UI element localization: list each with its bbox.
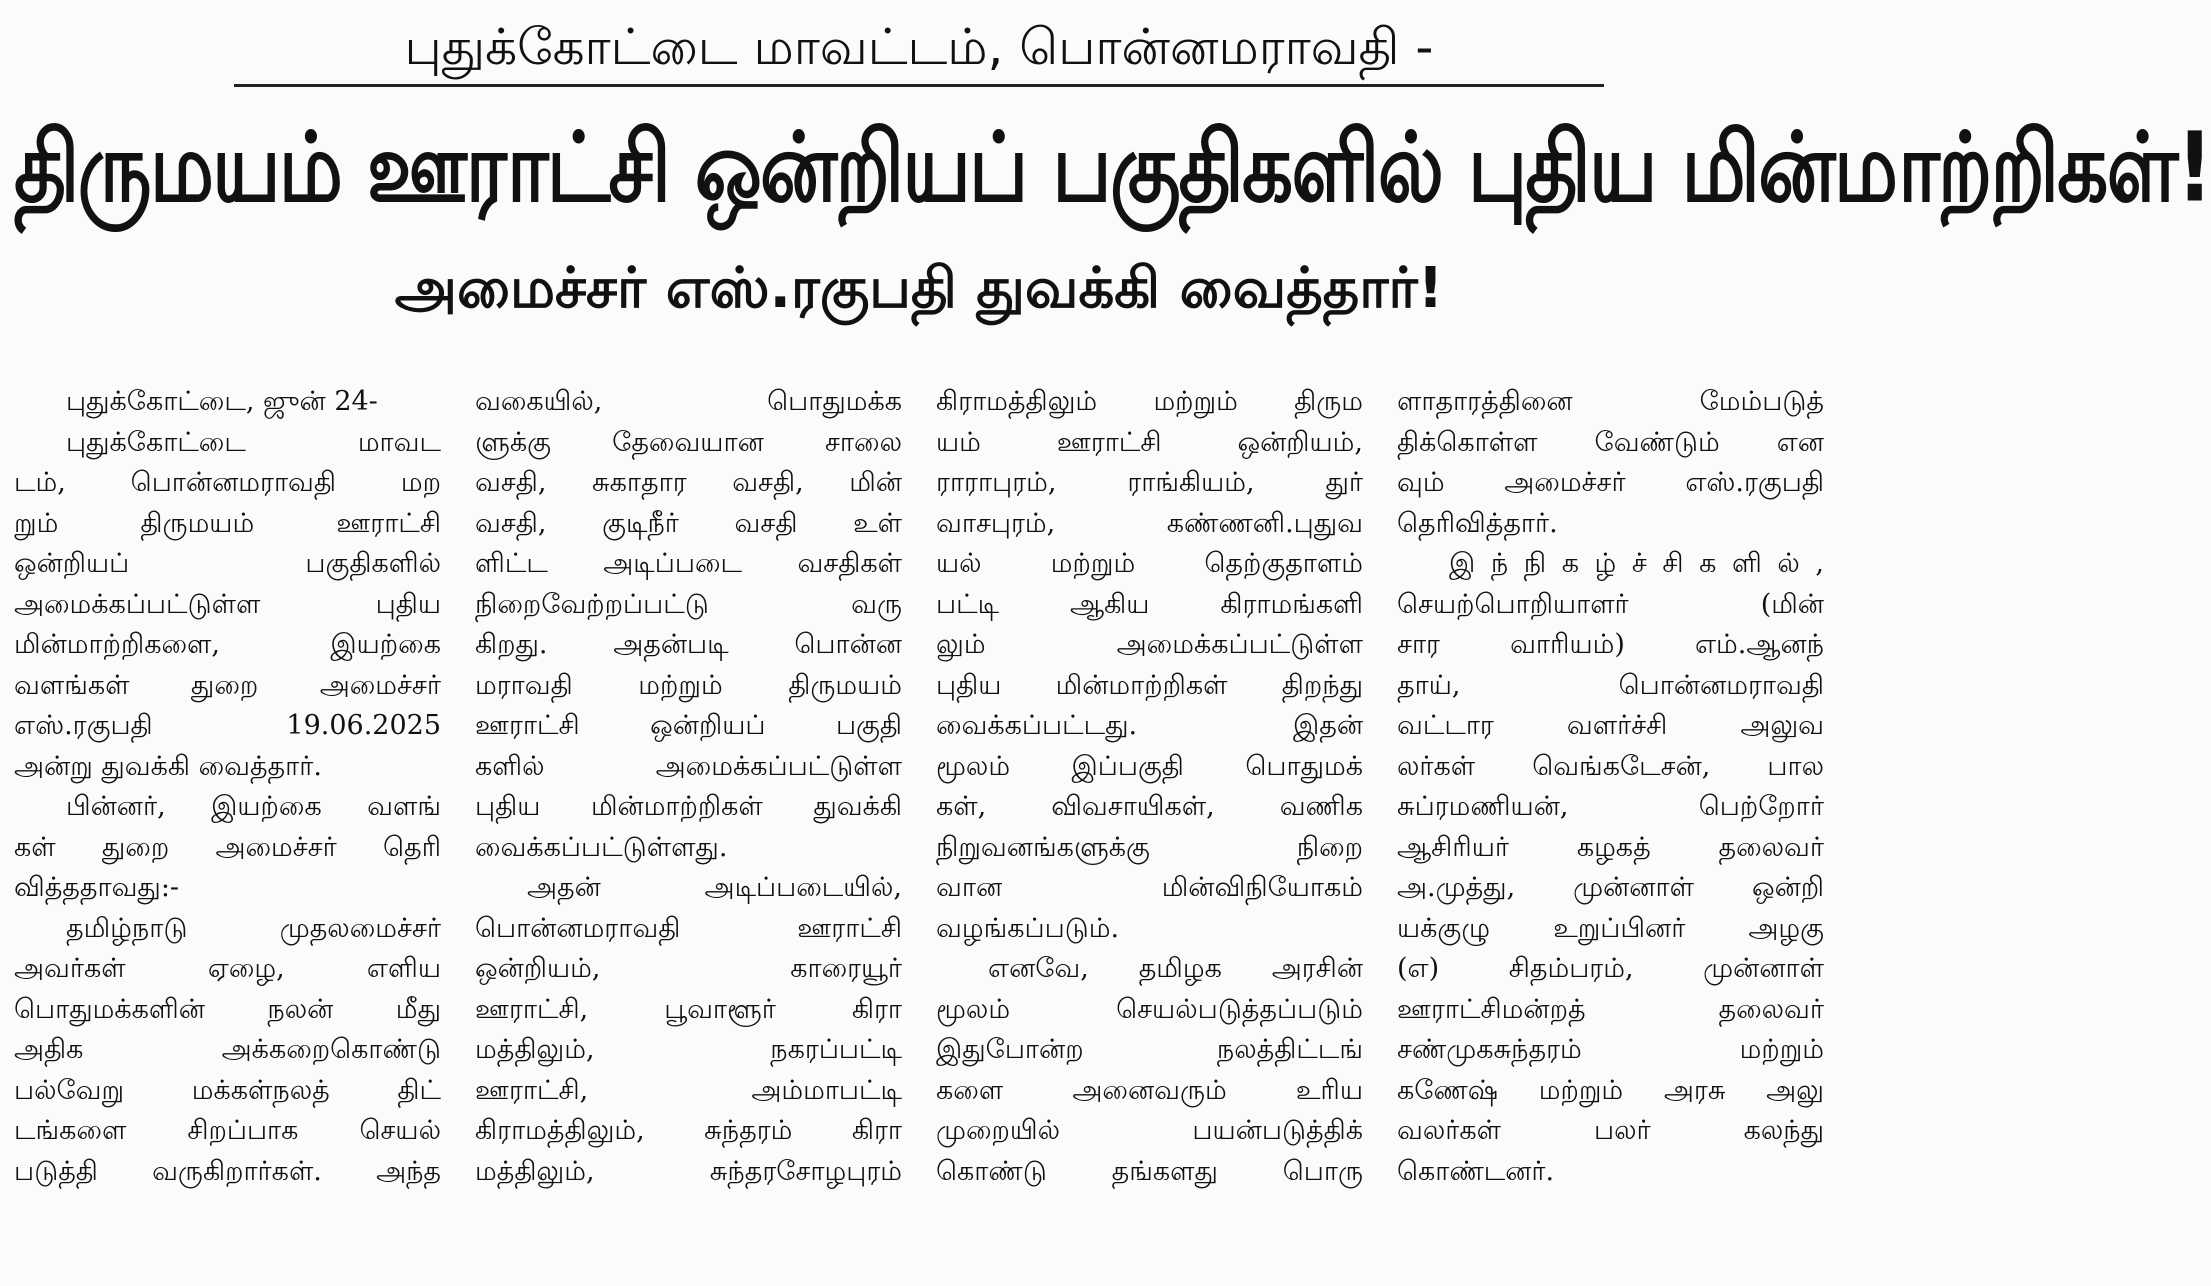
body-text-line: இதுபோன்ற நலத்திட்டங் <box>936 1034 1363 1065</box>
article-column-1 <box>14 382 441 1272</box>
body-text-line: ஒன்றியப் பகுதிகளில் <box>14 548 441 579</box>
body-text-line: ஆசிரியர் கழகத் தலைவர் <box>1397 831 1824 863</box>
body-text-line: அன்று துவக்கி வைத்தார். <box>14 750 322 782</box>
subheadline: அமைச்சர் எஸ்.ரகுபதி துவக்கி வைத்தார்! <box>394 256 1444 321</box>
kicker-line: புதுக்கோட்டை மாவட்டம், பொன்னமராவதி - <box>404 18 1434 76</box>
body-text-line: ஊராட்சி, அம்மாபட்டி <box>475 1074 902 1106</box>
body-text-line: வைக்கப்பட்டது. இதன் <box>936 710 1363 741</box>
body-text-line: ஊராட்சி, பூவாளூர் கிரா <box>475 993 902 1025</box>
body-text-line: பின்னர், இயற்கை வளங் <box>66 791 441 822</box>
body-text-line: மராவதி மற்றும் திருமயம் <box>475 669 902 701</box>
body-text-line: மூலம் செயல்படுத்தப்படும் <box>936 993 1363 1025</box>
body-text-line: பொன்னமராவதி ஊராட்சி <box>475 912 902 944</box>
body-text-line: கள் துறை அமைச்சர் தெரி <box>14 831 441 863</box>
body-text-line: களில் அமைக்கப்பட்டுள்ள <box>475 750 902 782</box>
body-text-line: வும் அமைச்சர் எஸ்.ரகுபதி <box>1397 467 1824 498</box>
body-text-line: வசதி, குடிநீர் வசதி உள் <box>475 507 902 539</box>
body-text-line: வழங்கப்படும். <box>936 912 1120 944</box>
body-text-line: பல்வேறு மக்கள்நலத் திட் <box>14 1074 441 1106</box>
article-column-2 <box>475 382 902 1272</box>
body-text-line: ராராபுரம், ராங்கியம், துர் <box>936 467 1363 498</box>
article-body <box>14 382 1824 1272</box>
body-text-line: நிறைவேற்றப்பட்டு வரு <box>475 588 902 620</box>
body-text-line: எனவே, தமிழக அரசின் <box>988 953 1363 984</box>
body-text-line: கொண்டனர். <box>1397 1155 1555 1187</box>
body-text-line: மத்திலும், நகரப்பட்டி <box>475 1034 902 1065</box>
body-text-line: புதிய மின்மாற்றிகள் துவக்கி <box>475 791 902 822</box>
body-text-line: கணேஷ் மற்றும் அரசு அலு <box>1397 1074 1824 1106</box>
body-text-line: சுப்ரமணியன், பெற்றோர் <box>1397 791 1824 822</box>
body-text-line: வட்டார வளர்ச்சி அலுவ <box>1397 710 1824 741</box>
body-text-line: யம் ஊராட்சி ஒன்றியம், <box>936 426 1363 458</box>
body-text-line: புதுக்கோட்டை, ஜுன் 24- <box>66 386 378 417</box>
body-text-line: வாசபுரம், கண்ணனி.புதுவ <box>936 507 1363 539</box>
body-text-line: பொதுமக்களின் நலன் மீது <box>14 993 441 1025</box>
body-text-line: கிராமத்திலும், சுந்தரம் கிரா <box>475 1115 902 1146</box>
body-text-line: புதுக்கோட்டை மாவட <box>66 426 441 458</box>
body-text-line: வைக்கப்பட்டுள்ளது. <box>475 831 728 863</box>
body-text-line: அதிக அக்கறைகொண்டு <box>14 1034 441 1065</box>
body-text-line: யக்குழு உறுப்பினர் அழகு <box>1397 912 1824 944</box>
body-text-line: யல் மற்றும் தெற்குதாளம் <box>936 548 1363 579</box>
body-text-line: முறையில் பயன்படுத்திக் <box>936 1115 1363 1146</box>
body-text-line: இ ந் நி க ழ் ச் சி க ளி ல் , <box>1449 548 1824 579</box>
body-text-line: வித்ததாவது:- <box>14 872 180 903</box>
body-text-line: ளாதாரத்தினை மேம்படுத் <box>1397 386 1824 417</box>
body-text-line: லும் அமைக்கப்பட்டுள்ள <box>936 629 1363 660</box>
body-text-line: ஒன்றியம், காரையூர் <box>475 953 902 984</box>
body-text-line: அ.முத்து, முன்னாள் ஒன்றி <box>1397 872 1824 903</box>
body-text-line: வளங்கள் துறை அமைச்சர் <box>14 669 441 701</box>
body-text-line: செயற்பொறியாளர் (மின் <box>1397 588 1824 620</box>
body-text-line: வான மின்விநியோகம் <box>936 872 1363 903</box>
body-text-line: டம், பொன்னமராவதி மற <box>14 467 441 498</box>
body-text-line: றும் திருமயம் ஊராட்சி <box>14 507 441 539</box>
kicker-underline <box>234 84 1604 87</box>
body-text-line: வசதி, சுகாதார வசதி, மின் <box>475 467 902 498</box>
body-text-line: நிறுவனங்களுக்கு நிறை <box>936 831 1363 863</box>
body-text-line: தாய், பொன்னமராவதி <box>1397 669 1824 701</box>
body-text-line: அதன் அடிப்படையில், <box>527 872 902 903</box>
body-text-line: பட்டி ஆகிய கிராமங்களி <box>936 588 1363 620</box>
body-text-line: புதிய மின்மாற்றிகள் திறந்து <box>936 669 1363 701</box>
body-text-line: படுத்தி வருகிறார்கள். அந்த <box>14 1155 441 1187</box>
body-text-line: சார வாரியம்) எம்.ஆனந் <box>1397 629 1824 660</box>
article-column-4 <box>1397 382 1824 1272</box>
body-text-line: (எ) சிதம்பரம், முன்னாள் <box>1397 953 1824 984</box>
body-text-line: லர்கள் வெங்கடேசன், பால <box>1397 750 1824 782</box>
body-text-line: மின்மாற்றிகளை, இயற்கை <box>14 629 441 660</box>
body-text-line: வலர்கள் பலர் கலந்து <box>1397 1115 1824 1146</box>
body-text-line: கிறது. அதன்படி பொன்ன <box>475 629 902 660</box>
body-text-line: ஊராட்சிமன்றத் தலைவர் <box>1397 993 1824 1025</box>
body-text-line: மத்திலும், சுந்தரசோழபுரம் <box>475 1155 902 1187</box>
body-text-line: தமிழ்நாடு முதலமைச்சர் <box>66 912 441 944</box>
body-text-line: சண்முகசுந்தரம் மற்றும் <box>1397 1034 1824 1065</box>
body-text-line: அவர்கள் ஏழை, எளிய <box>14 953 441 984</box>
body-text-line: கள், விவசாயிகள், வணிக <box>936 791 1363 822</box>
body-text-line: தெரிவித்தார். <box>1397 507 1558 539</box>
headline: திருமயம் ஊராட்சி ஒன்றியப் பகுதிகளில் புதிய மின்மாற்றிகள்! <box>14 111 2211 224</box>
body-text-line: எஸ்.ரகுபதி 19.06.2025 <box>14 710 441 741</box>
body-text-line: அமைக்கப்பட்டுள்ள புதிய <box>14 588 441 620</box>
body-text-line: கொண்டு தங்களது பொரு <box>936 1155 1363 1187</box>
body-text-line: ஊராட்சி ஒன்றியப் பகுதி <box>475 710 902 741</box>
body-text-line: திக்கொள்ள வேண்டும் என <box>1397 426 1824 458</box>
body-text-line: வகையில், பொதுமக்க <box>475 386 902 417</box>
article-column-3 <box>936 382 1363 1272</box>
body-text-line: களை அனைவரும் உரிய <box>936 1074 1363 1106</box>
body-text-line: டங்களை சிறப்பாக செயல் <box>14 1115 441 1146</box>
body-text-line: ளிட்ட அடிப்படை வசதிகள் <box>475 548 902 579</box>
body-text-line: கிராமத்திலும் மற்றும் திரும <box>936 386 1363 417</box>
body-text-line: மூலம் இப்பகுதி பொதுமக் <box>936 750 1363 782</box>
body-text-line: ளுக்கு தேவையான சாலை <box>475 426 902 458</box>
